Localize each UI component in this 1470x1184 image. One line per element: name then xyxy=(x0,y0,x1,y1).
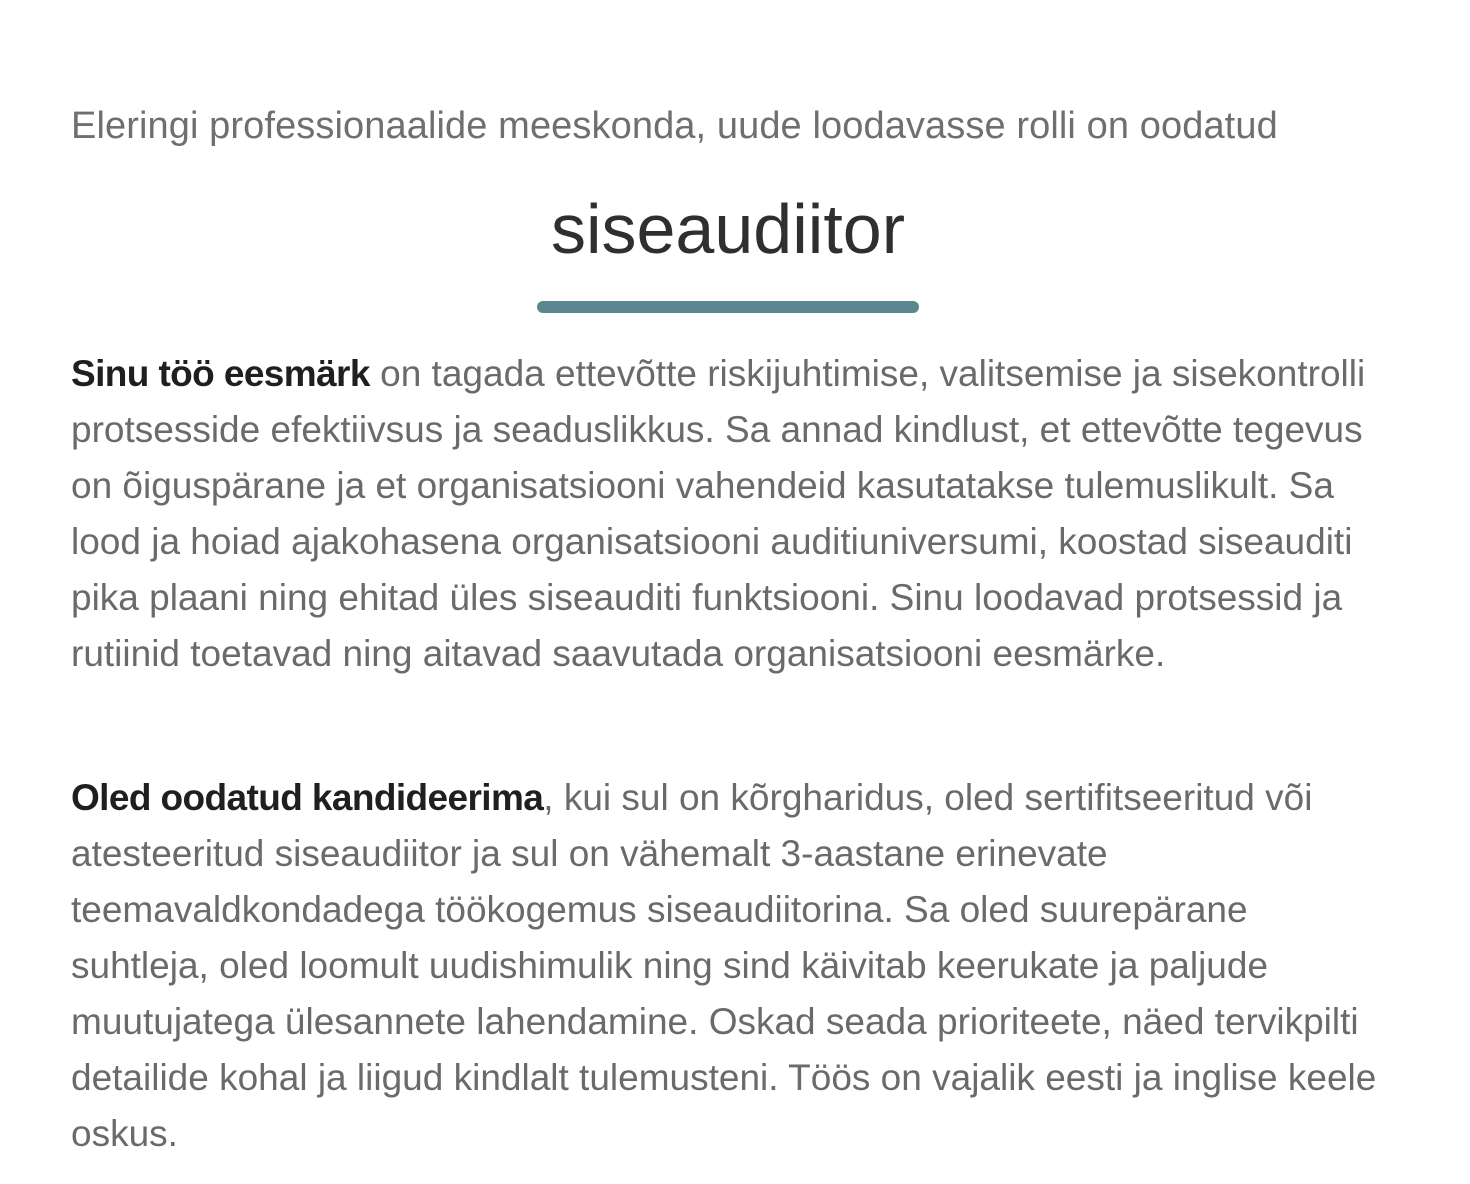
requirements-lead: Oled oodatud kandideerima xyxy=(71,777,544,818)
requirements-paragraph xyxy=(71,770,1391,1162)
title-underline xyxy=(537,301,919,313)
intro-text: Eleringi professionaalide meeskonda, uude loodavasse rolli on oodatud xyxy=(71,105,1278,147)
goal-text: on tagada ettevõtte riskijuhtimise, valitsemise ja sisekontrolli protsesside efektiivsus ja seaduslikkus. Sa annad kindlust, et ettevõtte tegevus on õiguspärane ja et organisatsiooni vahendeid kasutatakse tulemuslikult. Sa lood ja hoiad ajakohasena organisatsiooni auditiuniversumi, koostad siseauditi pika plaani ning ehitad üles siseauditi funktsiooni. Sinu loodavad protsessid ja rutiinid toetavad ning aitavad saavutada organisatsiooni eesmärke. xyxy=(71,353,1366,674)
page-title: siseaudiitor xyxy=(550,190,906,268)
goal-lead: Sinu töö eesmärk xyxy=(71,353,370,394)
requirements-text: , kui sul on kõrgharidus, oled sertifitseeritud või atesteeritud siseaudiitor ja sul on vähemalt 3-aastane erinevate teemavaldkondadega töökogemus siseaudiitorina. Sa oled suurepärane suhtleja, oled loomult uudishimulik ning sind käivitab keerukate ja paljude muutujatega ülesannete lahendamine. Oskad seada prioriteete, näed tervikpilti detailide kohal ja liigud kindlalt tulemusteni. Töös on vajalik eesti ja inglise keele oskus. xyxy=(71,777,1377,1154)
goal-paragraph xyxy=(71,346,1391,682)
